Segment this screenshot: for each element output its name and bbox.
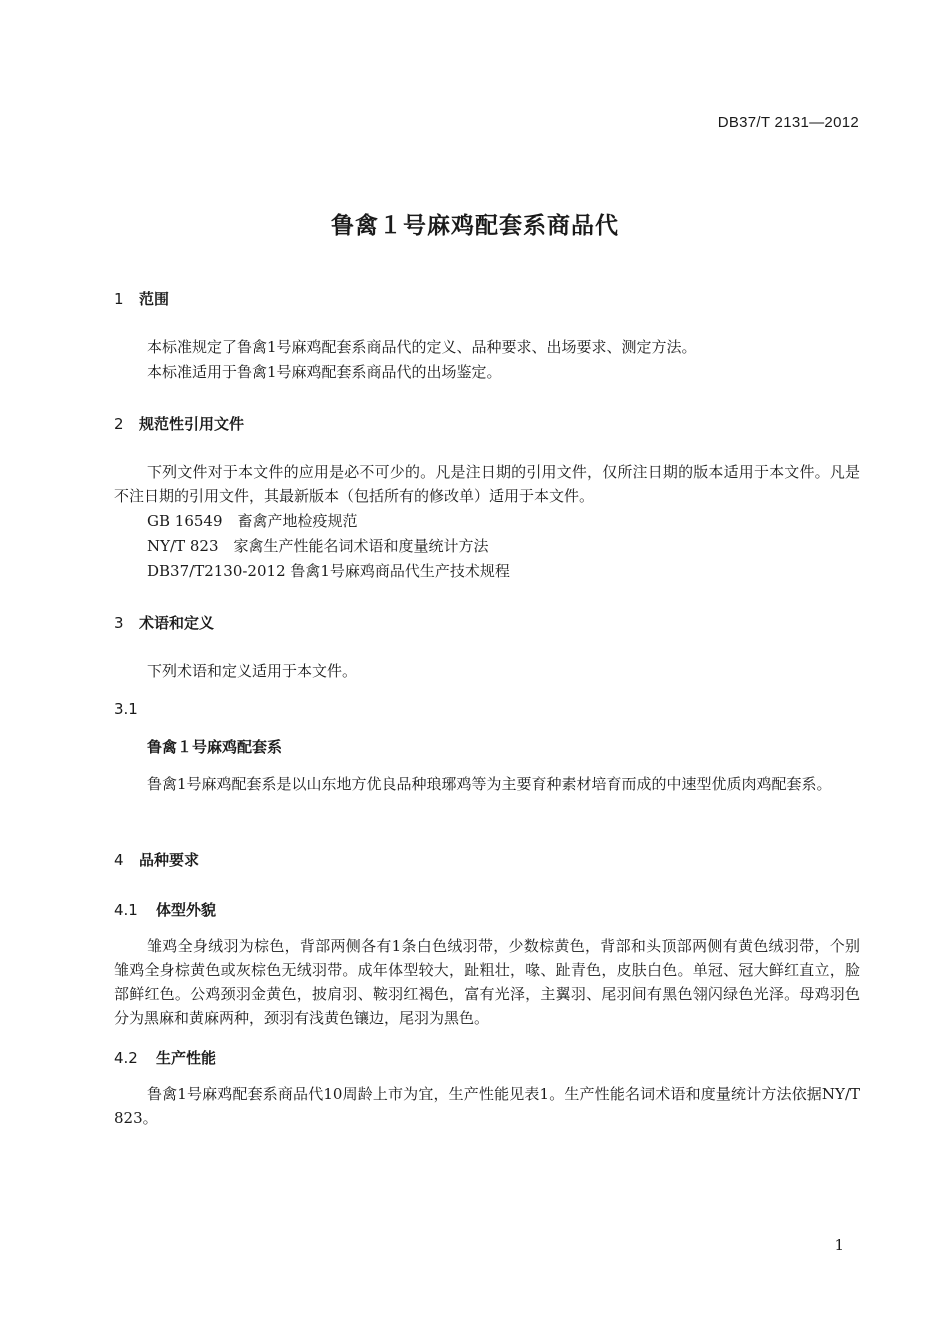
section-number: 2 <box>114 415 124 433</box>
section-title: 规范性引用文件 <box>139 415 245 433</box>
term-title: 鲁禽１号麻鸡配套系 <box>147 738 283 756</box>
document-title: 鲁禽１号麻鸡配套系商品代 <box>331 213 619 239</box>
clause-3-1-number <box>114 700 139 718</box>
section-title: 术语和定义 <box>139 614 215 632</box>
section-title: 品种要求 <box>139 851 200 869</box>
section-title: 生产性能 <box>156 1049 217 1067</box>
term-definition: 鲁禽1号麻鸡配套系是以山东地方优良品种琅琊鸡等为主要育种素材培育而成的中速型优质肉鸡配套系。 <box>147 775 832 793</box>
section-3-paragraph: 下列术语和定义适用于本文件。 <box>147 662 358 680</box>
section-title: 范围 <box>139 290 170 308</box>
section-4-2-paragraph: 鲁禽1号麻鸡配套系商品代10周龄上市为宜，生产性能见表1。生产性能名词术语和度量统计方法依据NY/T 823。 <box>114 1085 860 1127</box>
section-4-2-heading <box>114 1047 216 1068</box>
section-4-1-paragraph: 雏鸡全身绒羽为棕色，背部两侧各有1条白色绒羽带，少数棕黄色，背部和头顶部两侧有黄色绒羽带，个别雏鸡全身棕黄色或灰棕色无绒羽带。成年体型较大，趾粗壮，喙、趾青色，皮肤白色。单冠、冠大鲜红直立，脸部鲜红色。公鸡颈羽金黄色，披肩羽、鞍羽红褐色，富有光泽，主翼羽、尾羽间有黑色翎闪绿色光泽。母鸡羽色分为黑麻和黄麻两种，颈羽有浅黄色镶边，尾羽为黑色。 <box>114 937 860 1027</box>
page-number: 1 <box>834 1236 844 1254</box>
section-number: 3 <box>114 614 124 632</box>
section-4-1-heading <box>114 899 216 920</box>
section-1-paragraph-1: 本标准规定了鲁禽1号麻鸡配套系商品代的定义、品种要求、出场要求、测定方法。 <box>147 338 697 356</box>
reference-item: GB 16549 畜禽产地检疫规范 <box>147 512 358 530</box>
section-title: 体型外貌 <box>156 901 217 919</box>
section-1-heading <box>114 288 169 309</box>
reference-item: DB37/T2130-2012 鲁禽1号麻鸡商品代生产技术规程 <box>147 562 510 580</box>
clause-number: 3.1 <box>114 700 138 718</box>
section-number: 4 <box>114 851 124 869</box>
section-3-heading <box>114 612 214 633</box>
section-number: 4.2 <box>114 1049 138 1067</box>
section-number: 4.1 <box>114 901 138 919</box>
section-number: 1 <box>114 290 124 308</box>
document-code: DB37/T 2131—2012 <box>717 114 859 131</box>
section-2-paragraph: 下列文件对于本文件的应用是必不可少的。凡是注日期的引用文件，仅所注日期的版本适用于本文件。凡是不注日期的引用文件，其最新版本（包括所有的修改单）适用于本文件。 <box>114 463 860 505</box>
reference-item: NY/T 823 家禽生产性能名词术语和度量统计方法 <box>147 537 489 555</box>
section-2-heading <box>114 413 244 434</box>
section-1-paragraph-2: 本标准适用于鲁禽1号麻鸡配套系商品代的出场鉴定。 <box>147 363 502 381</box>
section-4-heading <box>114 849 199 870</box>
